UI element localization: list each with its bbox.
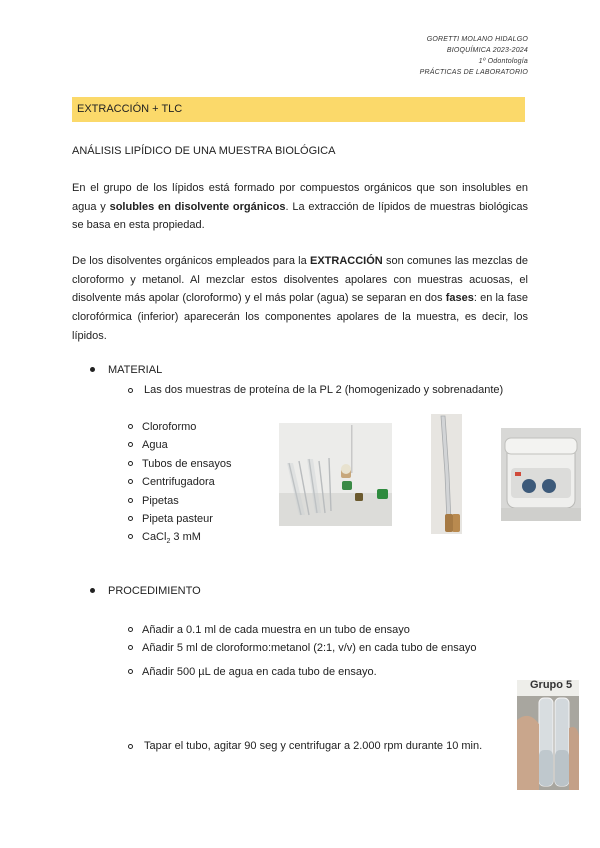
circle-bullet-icon bbox=[128, 534, 133, 539]
page-title: EXTRACCIÓN + TLC bbox=[77, 103, 183, 115]
extraction-text-b: son comunes las mezclas de cloroformo y metanol. Al mezclar estos disolventes apolares con muestras acuosas, el disolvente más apolar (cloroformo) y el más polar (agua) se separan en dos bbox=[72, 255, 528, 305]
circle-bullet-icon bbox=[128, 479, 133, 484]
circle-bullet-icon bbox=[128, 388, 133, 393]
circle-bullet-icon bbox=[128, 516, 133, 521]
material-item: CaCl$_2$ 3 mM bbox=[128, 528, 201, 552]
circle-bullet-icon bbox=[128, 442, 133, 447]
intro-text-a: En el grupo de los lípidos está formado por compuestos orgánicos que son insolubles en agua y bbox=[72, 182, 528, 213]
procedure-step: Añadir a 0.1 ml de cada muestra en un tubo de ensayo bbox=[128, 621, 410, 640]
bullet-icon bbox=[90, 588, 95, 593]
material-item: Cloroformo bbox=[128, 418, 196, 437]
header-course: BIOQUÍMICA 2023-2024 bbox=[446, 47, 528, 54]
centrifuge-photo bbox=[501, 428, 581, 521]
material-item: Las dos muestras de proteína de la PL 2 (homogenizado y sobrenadante) bbox=[128, 381, 528, 400]
pasteur-pipette-photo bbox=[431, 414, 462, 534]
extraction-text-c: : en la fase clorofórmica (inferior) aparecerán los componentes apolares de la muestra, es decir, los lípidos. bbox=[72, 292, 528, 342]
circle-bullet-icon bbox=[128, 424, 133, 429]
material-item: Agua bbox=[128, 436, 168, 455]
header-section: PRÁCTICAS DE LABORATORIO bbox=[419, 69, 528, 76]
extraction-text-a: De los disolventes orgánicos empleados para la bbox=[72, 255, 310, 267]
circle-bullet-icon bbox=[128, 669, 133, 674]
intro-paragraph bbox=[72, 179, 528, 235]
material-item: Pipeta pasteur bbox=[128, 510, 213, 529]
bullet-icon bbox=[90, 367, 95, 372]
extraction-paragraph bbox=[72, 252, 528, 346]
material-item: Tubos de ensayos bbox=[128, 455, 231, 474]
section-subtitle: ANÁLISIS LIPÍDICO DE UNA MUESTRA BIOLÓGICA bbox=[72, 145, 336, 157]
header-author: GORETTI MOLANO HIDALGO bbox=[426, 36, 528, 43]
procedure-step: Añadir 5 ml de cloroformo:metanol (2:1, v/v) en cada tubo de ensayo bbox=[128, 639, 476, 658]
document-header bbox=[420, 34, 528, 78]
test-tubes-photo bbox=[279, 423, 392, 526]
material-heading: MATERIAL bbox=[90, 364, 162, 376]
procedure-step: Tapar el tubo, agitar 90 seg y centrifugar a 2.000 rpm durante 10 min. bbox=[128, 734, 510, 758]
material-item: Pipetas bbox=[128, 492, 179, 511]
material-item: Centrifugadora bbox=[128, 473, 215, 492]
circle-bullet-icon bbox=[128, 498, 133, 503]
circle-bullet-icon bbox=[128, 627, 133, 632]
intro-text-b: . La extracción de lípidos de muestras biológicas se basa en esta propiedad. bbox=[72, 200, 528, 232]
extraction-text-bold: EXTRACCIÓN bbox=[310, 255, 383, 267]
grupo5-label: Grupo 5 bbox=[530, 680, 573, 691]
phases-text-bold: fases bbox=[445, 292, 474, 305]
circle-bullet-icon bbox=[128, 645, 133, 650]
grupo5-tubes-photo bbox=[517, 680, 579, 790]
intro-text-bold: solubles en disolvente orgánicos bbox=[109, 200, 286, 213]
circle-bullet-icon bbox=[128, 461, 133, 466]
header-degree: 1º Odontología bbox=[478, 58, 528, 65]
title-banner bbox=[72, 97, 525, 122]
circle-bullet-icon bbox=[128, 744, 133, 749]
procedure-step: Añadir 500 µL de agua en cada tubo de ensayo. bbox=[128, 663, 377, 682]
procedimiento-heading: PROCEDIMIENTO bbox=[90, 585, 201, 597]
